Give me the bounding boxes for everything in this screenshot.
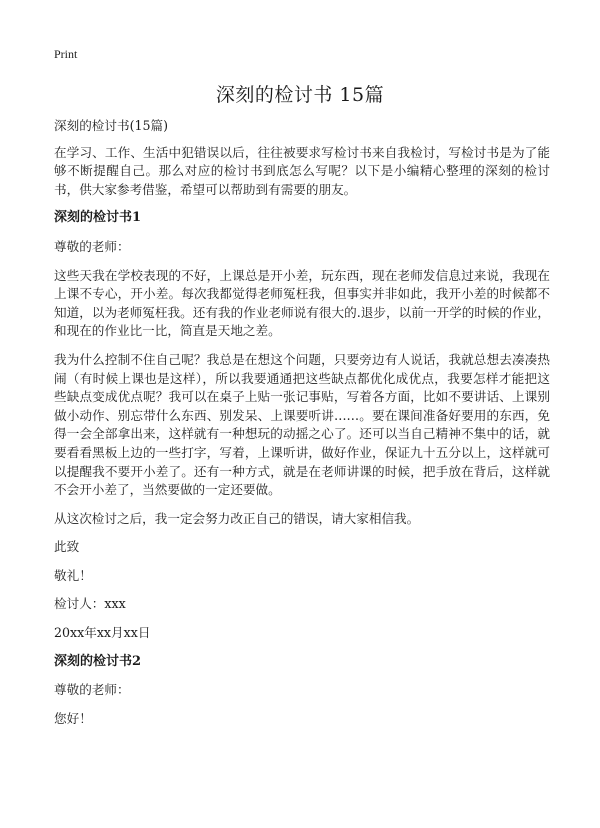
letter-1-salutation: 尊敬的老师： [54,238,130,254]
letter-1-paragraph: 我为什么控制不住自己呢？我总是在想这个问题，只要旁边有人说话，我就总想去凑凑热闹（有时候上课也是这样），所以我要通通把这些缺点都优化成优点，我要怎样才能把这些缺点变成优点呢？我可以在桌子上贴一张记事贴，写着各方面，比如不要讲话、上课别做小动作、别忘带什么东西、别发呆、上课要听讲……。要在课间准备好要用的东西，免得一会全部拿出来，这样就有一种想玩的动摇之心了。还可以当自己精神不集中的话，就要看看黑板上边的一些打字，写着，上课听讲，做好作业，保证九十五分以上，这样就可以提醒我不要开小差了。还有一种方式，就是在老师讲课的时候，把手放在背后，这样就不会开小差了，当然要做的一定还要做。 [54,351,550,498]
letter-2-salutation: 尊敬的老师： [54,682,130,698]
letter-1-paragraph: 这些天我在学校表现的不好，上课总是开小差，玩东西，现在老师发信息过来说，我现在上课不专心，开小差。每次我都觉得老师冤枉我，但事实并非如此，我开小差的时候都不知道，以为老师冤枉我。还有我的作业老师说有很大的.退步，以前一开学的时候的作业，和现在的作业比一比，简直是天地之差。 [54,267,550,339]
intro-paragraph: 在学习、工作、生活中犯错误以后，往往被要求写检讨书来自我检讨，写检讨书是为了能够不断提醒自己。那么对应的检讨书到底怎么写呢？以下是小编精心整理的深刻的检讨书，供大家参考借鉴，希望可以帮助到有需要的朋友。 [54,144,550,197]
letter-1-signature: 检讨人：xxx [54,596,126,612]
letter-2-greeting: 您好！ [54,710,92,726]
article-body [54,117,550,738]
letter-1-date: 20xx年xx月xx日 [54,625,151,641]
letter-2-heading: 深刻的检讨书2 [54,653,142,669]
letter-1-heading: 深刻的检讨书1 [54,210,142,226]
letter-1-regards: 敬礼！ [54,567,92,583]
print-link[interactable]: Print [54,47,78,61]
letter-1-paragraph: 从这次检讨之后，我一定会努力改正自己的错误，请大家相信我。 [54,510,420,526]
page-title: 深刻的检讨书 15篇 [215,84,385,106]
article-subtitle: 深刻的检讨书(15篇) [54,118,169,133]
letter-1-closing: 此致 [54,539,80,555]
